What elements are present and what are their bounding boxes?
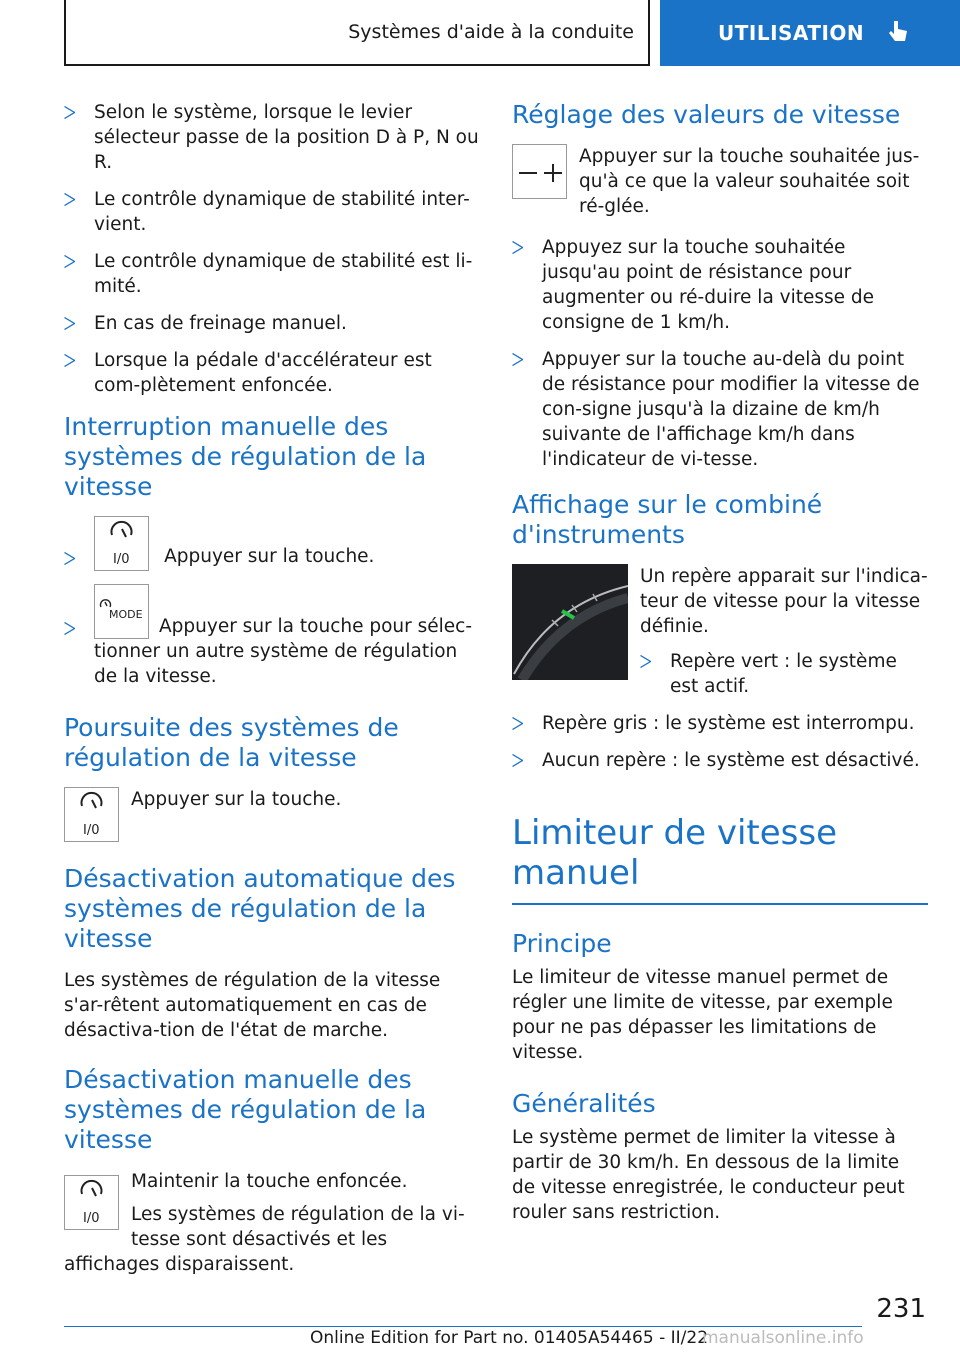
principle-text: Le limiteur de vitesse manuel permet de régler une limite de vitesse, par exemple pour ne pas dépasser les limitations de vitesse. bbox=[512, 967, 893, 1063]
section-heading-auto-deactivation: Désactivation automatique des systèmes de régulation de la vitesse bbox=[64, 864, 456, 953]
list-item: Repère vert : le système est actif. bbox=[640, 649, 928, 699]
speed-values-text: Appuyer sur la touche souhaitée jus-qu'à ce que la valeur souhaitée soit ré-glée. bbox=[579, 146, 920, 217]
triangle-bullet-icon bbox=[512, 241, 523, 254]
list-item: MODE Appuyer sur la touche pour sélec-tionner un autre système de régulation de la vitesse. bbox=[64, 584, 480, 689]
instrument-inner-list bbox=[640, 649, 928, 699]
svg-text:I/0: I/0 bbox=[113, 552, 130, 567]
speedometer-marker-image bbox=[512, 564, 628, 680]
header-section-box bbox=[64, 0, 650, 66]
list-item: I/0 Appuyer sur la touche. bbox=[64, 516, 480, 574]
auto-deactivation-text: Les systèmes de régulation de la vitesse s'ar-rêtent automatiquement en cas de désactiva-tion de l'état de marche. bbox=[64, 970, 441, 1041]
instrument-display-text: Un repère apparait sur l'indica-teur de vitesse pour la vitesse définie. bbox=[640, 566, 928, 637]
footer-edition: Online Edition for Part no. 01405A54465 - II/22 bbox=[310, 1328, 709, 1348]
header-chapter-title: UTILISATION bbox=[718, 21, 865, 45]
speed-values-block bbox=[512, 144, 928, 219]
section-heading-manual-interruption: Interruption manuelle des systèmes de régulation de la vitesse bbox=[64, 412, 427, 501]
svg-text:I/0: I/0 bbox=[83, 823, 100, 838]
resume-block bbox=[64, 787, 480, 842]
triangle-bullet-icon bbox=[640, 655, 651, 668]
io-button-icon bbox=[64, 787, 119, 842]
list-item: Le contrôle dynamique de stabilité inter-vient. bbox=[64, 187, 480, 237]
left-column bbox=[64, 100, 480, 1277]
manual-deactivation-text-2: Les systèmes de régulation de la vi-tesse sont désactivés et les affichages disparaissent. bbox=[64, 1204, 465, 1275]
section-heading-principle: Principe bbox=[512, 929, 612, 958]
instrument-display-block bbox=[512, 564, 928, 711]
minus-plus-button-icon bbox=[512, 144, 567, 199]
footer-watermark: manualsonline.info bbox=[702, 1328, 864, 1348]
list-item: Repère gris : le système est interrompu. bbox=[512, 711, 928, 736]
footer-rule bbox=[64, 1326, 862, 1327]
right-column bbox=[512, 100, 928, 1225]
section-heading-manual-deactivation: Désactivation manuelle des systèmes de régulation de la vitesse bbox=[64, 1065, 427, 1154]
hand-pointer-icon bbox=[886, 19, 910, 47]
section-heading-resume: Poursuite des systèmes de régulation de la vitesse bbox=[64, 713, 399, 772]
triangle-bullet-icon bbox=[64, 354, 75, 367]
io-button-icon bbox=[64, 1175, 119, 1230]
header-section-title: Systèmes d'aide à la conduite bbox=[348, 21, 634, 43]
list-item: Aucun repère : le système est désactivé. bbox=[512, 748, 928, 773]
list-item: Appuyer sur la touche au-delà du point de résistance pour modifier la vitesse de con-signe jusqu'à la dizaine de km/h suivante de l'affichage km/h dans l'indicateur de vi-tesse. bbox=[512, 347, 928, 472]
list-item: Lorsque la pédale d'accélérateur est com-plètement enfoncée. bbox=[64, 348, 480, 398]
list-item: En cas de freinage manuel. bbox=[64, 311, 480, 336]
section-heading-speed-values: Réglage des valeurs de vitesse bbox=[512, 100, 901, 129]
manual-deactivation-text-1: Maintenir la touche enfoncée. bbox=[131, 1171, 408, 1192]
triangle-bullet-icon bbox=[64, 317, 75, 330]
chapter-heading-manual-limiter: Limiteur de vitesse manuel bbox=[512, 813, 838, 893]
triangle-bullet-icon bbox=[64, 622, 75, 635]
triangle-bullet-icon bbox=[64, 193, 75, 206]
svg-text:I/0: I/0 bbox=[83, 1211, 100, 1226]
triangle-bullet-icon bbox=[64, 255, 75, 268]
triangle-bullet-icon bbox=[64, 106, 75, 119]
speed-values-list bbox=[512, 235, 928, 472]
svg-text:MODE: MODE bbox=[109, 608, 143, 621]
resume-text: Appuyer sur la touche. bbox=[131, 789, 342, 810]
general-text: Le système permet de limiter la vitesse à partir de 30 km/h. En dessous de la limite de vitesse enregistrée, le conducteur peut rouler sans restriction. bbox=[512, 1127, 905, 1223]
list-item: Le contrôle dynamique de stabilité est li-mité. bbox=[64, 249, 480, 299]
bullet-list-top bbox=[64, 100, 480, 398]
manual-deactivation-block bbox=[64, 1169, 480, 1277]
heading-rule bbox=[512, 903, 928, 905]
header-chapter-tab bbox=[660, 0, 960, 66]
page-number: 231 bbox=[876, 1294, 926, 1324]
io-button-icon bbox=[94, 516, 149, 571]
list-item: Appuyez sur la touche souhaitée jusqu'au point de résistance pour augmenter ou ré-duire la vitesse de consigne de 1 km/h. bbox=[512, 235, 928, 335]
instrument-outer-list bbox=[512, 711, 928, 773]
triangle-bullet-icon bbox=[512, 353, 523, 366]
section-heading-general: Généralités bbox=[512, 1089, 656, 1118]
section-heading-instrument-display: Affichage sur le combiné d'instruments bbox=[512, 490, 823, 549]
triangle-bullet-icon bbox=[512, 754, 523, 767]
mode-button-icon bbox=[94, 584, 149, 639]
triangle-bullet-icon bbox=[512, 717, 523, 730]
triangle-bullet-icon bbox=[64, 552, 75, 565]
list-item: Selon le système, lorsque le levier sélecteur passe de la position D à P, N ou R. bbox=[64, 100, 480, 175]
